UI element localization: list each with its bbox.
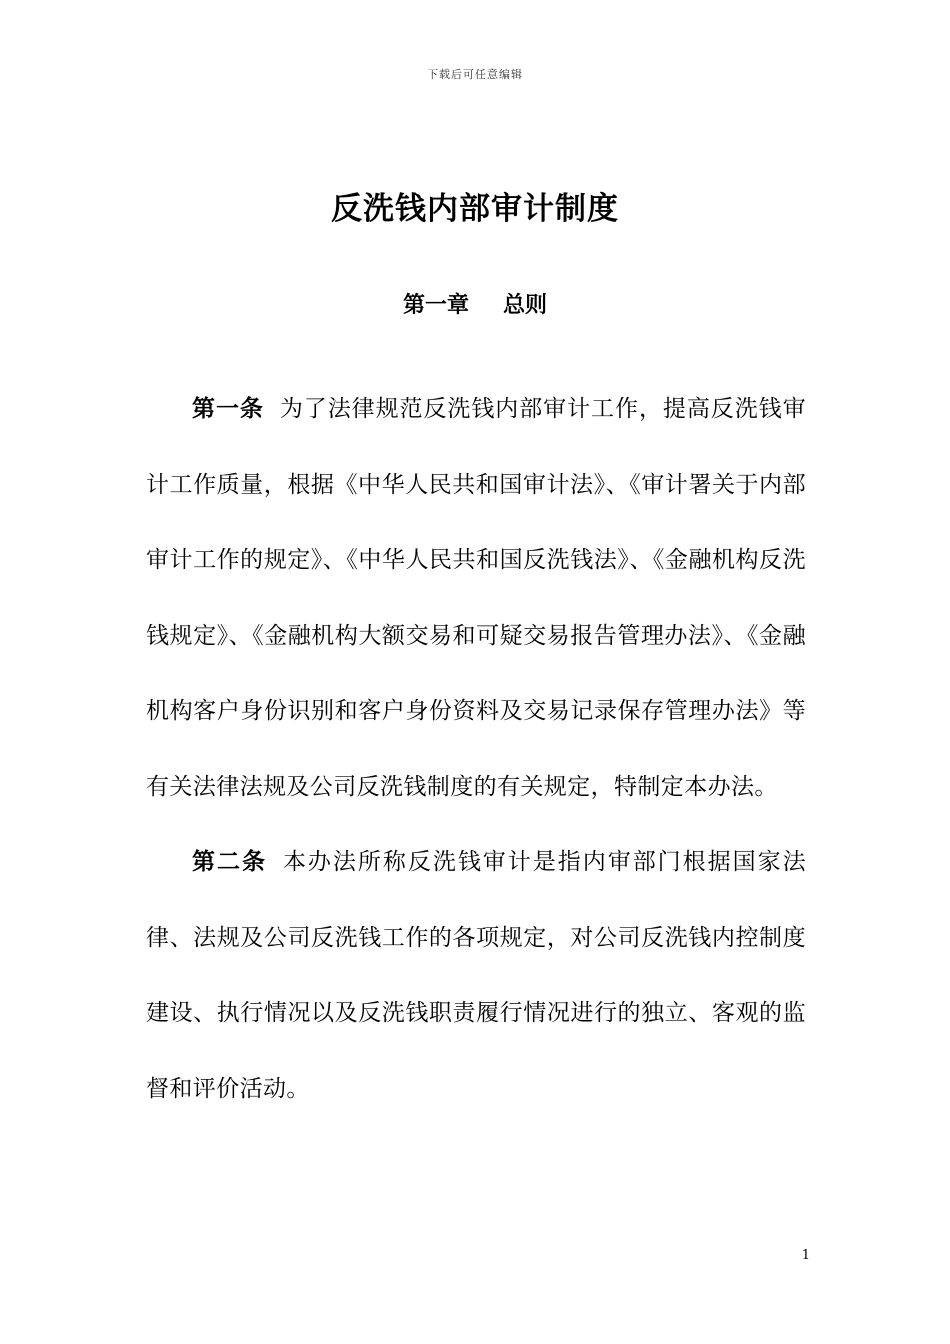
article-number: 第二条	[192, 849, 267, 875]
article-number: 第一条	[192, 396, 264, 422]
document-title: 反洗钱内部审计制度	[331, 191, 619, 227]
article-paragraph	[146, 825, 806, 1127]
article-paragraph	[146, 372, 806, 825]
chapter-heading	[0, 288, 950, 319]
header-note: 下载后可任意编辑	[427, 68, 523, 81]
article-text: 为了法律规范反洗钱内部审计工作，提高反洗钱审计工作质量，根据《中华人民共和国审计法》、《审计署关于内部审计工作的规定》、《中华人民共和国反洗钱法》、《金融机构反洗钱规定》、《金融机构大额交易和可疑交易报告管理办法》、《金融机构客户身份识别和客户身份资料及交易记录保存管理办法》等有关法律法规及公司反洗钱制度的有关规定，特制定本办法。	[146, 396, 806, 800]
document-body	[146, 372, 806, 1127]
chapter-number: 第一章	[402, 293, 469, 318]
chapter-name: 总则	[503, 293, 548, 318]
page-number: 1	[801, 1248, 810, 1263]
article-text: 本办法所称反洗钱审计是指内审部门根据国家法律、法规及公司反洗钱工作的各项规定，对公司反洗钱内控制度建设、执行情况以及反洗钱职责履行情况进行的独立、客观的监督和评价活动。	[146, 849, 806, 1102]
